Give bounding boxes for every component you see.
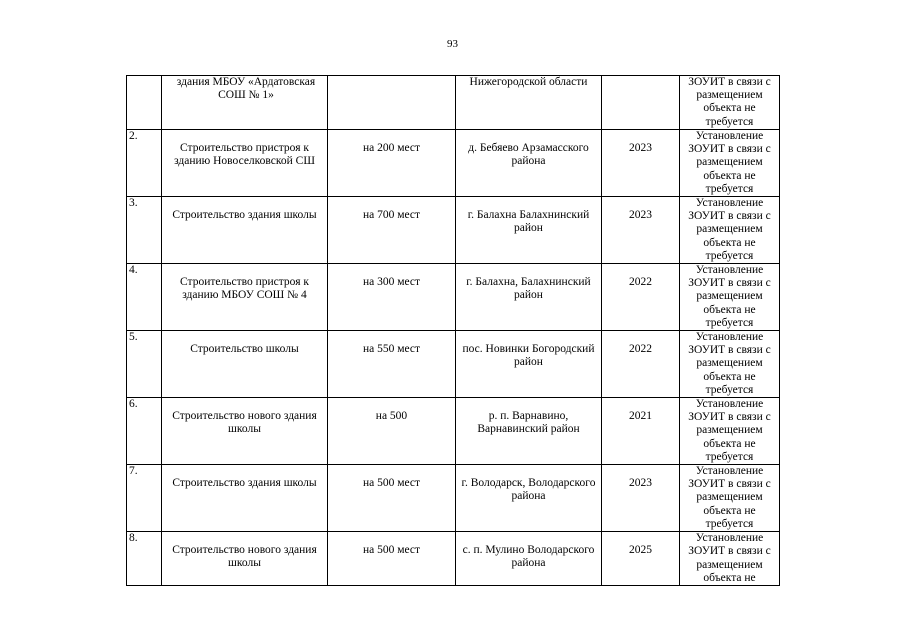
object-name: Строительство пристроя к зданию МБОУ СОШ № 4 xyxy=(180,276,309,302)
capacity-cell xyxy=(328,197,456,264)
note-cell: Установление ЗОУИТ в связи с размещением объекта не требуется xyxy=(680,130,780,197)
year: 2022 xyxy=(629,276,652,289)
year-cell xyxy=(602,264,680,331)
object-name: Строительство здания школы xyxy=(172,209,317,222)
capacity-cell xyxy=(328,398,456,465)
object-name-cell: здания МБОУ «Ардатовская СОШ № 1» xyxy=(162,76,328,130)
note-cell: Установление ЗОУИТ в связи с размещением объекта не требуется xyxy=(680,264,780,331)
location-cell xyxy=(456,532,602,586)
object-name-cell xyxy=(162,130,328,197)
year-cell xyxy=(602,465,680,532)
capacity-cell xyxy=(328,264,456,331)
year-cell xyxy=(602,130,680,197)
row-number-cell xyxy=(127,76,162,130)
object-name: Строительство пристроя к зданию Новоселковской СШ xyxy=(174,142,315,167)
location-cell xyxy=(456,398,602,465)
object-name: Строительство здания школы xyxy=(172,477,317,490)
year: 2025 xyxy=(629,544,652,557)
table-row xyxy=(127,465,780,532)
year-cell xyxy=(602,532,680,586)
capacity-cell xyxy=(328,130,456,197)
location-cell xyxy=(456,130,602,197)
location-cell xyxy=(456,264,602,331)
location-cell xyxy=(456,465,602,532)
row-number-cell: 3. xyxy=(127,197,162,264)
capacity-cell xyxy=(328,465,456,532)
object-name: Строительство нового здания школы xyxy=(172,410,317,436)
year: 2022 xyxy=(629,343,652,356)
row-number-cell: 2. xyxy=(127,130,162,197)
capacity: на 500 xyxy=(375,410,408,423)
row-number-cell: 4. xyxy=(127,264,162,331)
year-cell xyxy=(602,197,680,264)
location-cell xyxy=(456,197,602,264)
location: г. Володарск, Володарского района xyxy=(461,477,596,503)
note-cell: Установление ЗОУИТ в связи с размещением объекта не требуется xyxy=(680,197,780,264)
note-cell: Установление ЗОУИТ в связи с размещением объекта не xyxy=(680,532,780,586)
table-row xyxy=(127,398,780,465)
note-cell: Установление ЗОУИТ в связи с размещением объекта не требуется xyxy=(680,465,780,532)
location: пос. Новинки Богородский район xyxy=(462,343,595,369)
capacity-cell xyxy=(328,331,456,398)
year: 2023 xyxy=(629,477,652,490)
table-row xyxy=(127,130,780,197)
note-cell: ЗОУИТ в связи с размещением объекта не требуется xyxy=(680,76,780,130)
object-name-cell xyxy=(162,532,328,586)
location: р. п. Варнавино, Варнавинский район xyxy=(477,410,580,436)
location: д. Бебяево Арзамасского района xyxy=(468,142,589,167)
capacity: на 500 мест xyxy=(362,477,421,490)
object-name-cell xyxy=(162,465,328,532)
location: с. п. Мулино Володарского района xyxy=(462,544,595,570)
row-number-cell: 5. xyxy=(127,331,162,398)
note-cell: Установление ЗОУИТ в связи с размещением объекта не требуется xyxy=(680,398,780,465)
year: 2023 xyxy=(629,142,652,154)
row-number-cell: 8. xyxy=(127,532,162,586)
object-name-cell xyxy=(162,331,328,398)
page-number: 93 xyxy=(447,38,458,50)
object-name: Строительство нового здания школы xyxy=(172,544,317,570)
location: г. Балахна, Балахнинский район xyxy=(466,276,591,302)
location-cell xyxy=(456,331,602,398)
capacity-cell xyxy=(328,532,456,586)
table-row xyxy=(127,197,780,264)
location: г. Балахна Балахнинский район xyxy=(467,209,590,235)
year-cell xyxy=(602,398,680,465)
table-row xyxy=(127,532,780,586)
table-row xyxy=(127,264,780,331)
location-cell: Нижегородской области xyxy=(456,76,602,130)
year-cell xyxy=(602,331,680,398)
capacity: на 700 мест xyxy=(362,209,421,222)
capacity: на 300 мест xyxy=(362,276,421,289)
object-name-cell xyxy=(162,264,328,331)
year: 2023 xyxy=(629,209,652,222)
objects-table xyxy=(126,75,780,586)
table-row xyxy=(127,331,780,398)
object-name: Строительство школы xyxy=(190,343,299,356)
row-number-cell: 6. xyxy=(127,398,162,465)
object-name-cell xyxy=(162,398,328,465)
year: 2021 xyxy=(629,410,652,423)
capacity: на 500 мест xyxy=(362,544,421,557)
capacity: на 550 мест xyxy=(362,343,421,356)
capacity: на 200 мест xyxy=(362,142,421,154)
year-cell xyxy=(602,76,680,130)
note-cell: Установление ЗОУИТ в связи с размещением объекта не требуется xyxy=(680,331,780,398)
table-row xyxy=(127,76,780,130)
capacity-cell xyxy=(328,76,456,130)
row-number-cell: 7. xyxy=(127,465,162,532)
object-name-cell xyxy=(162,197,328,264)
